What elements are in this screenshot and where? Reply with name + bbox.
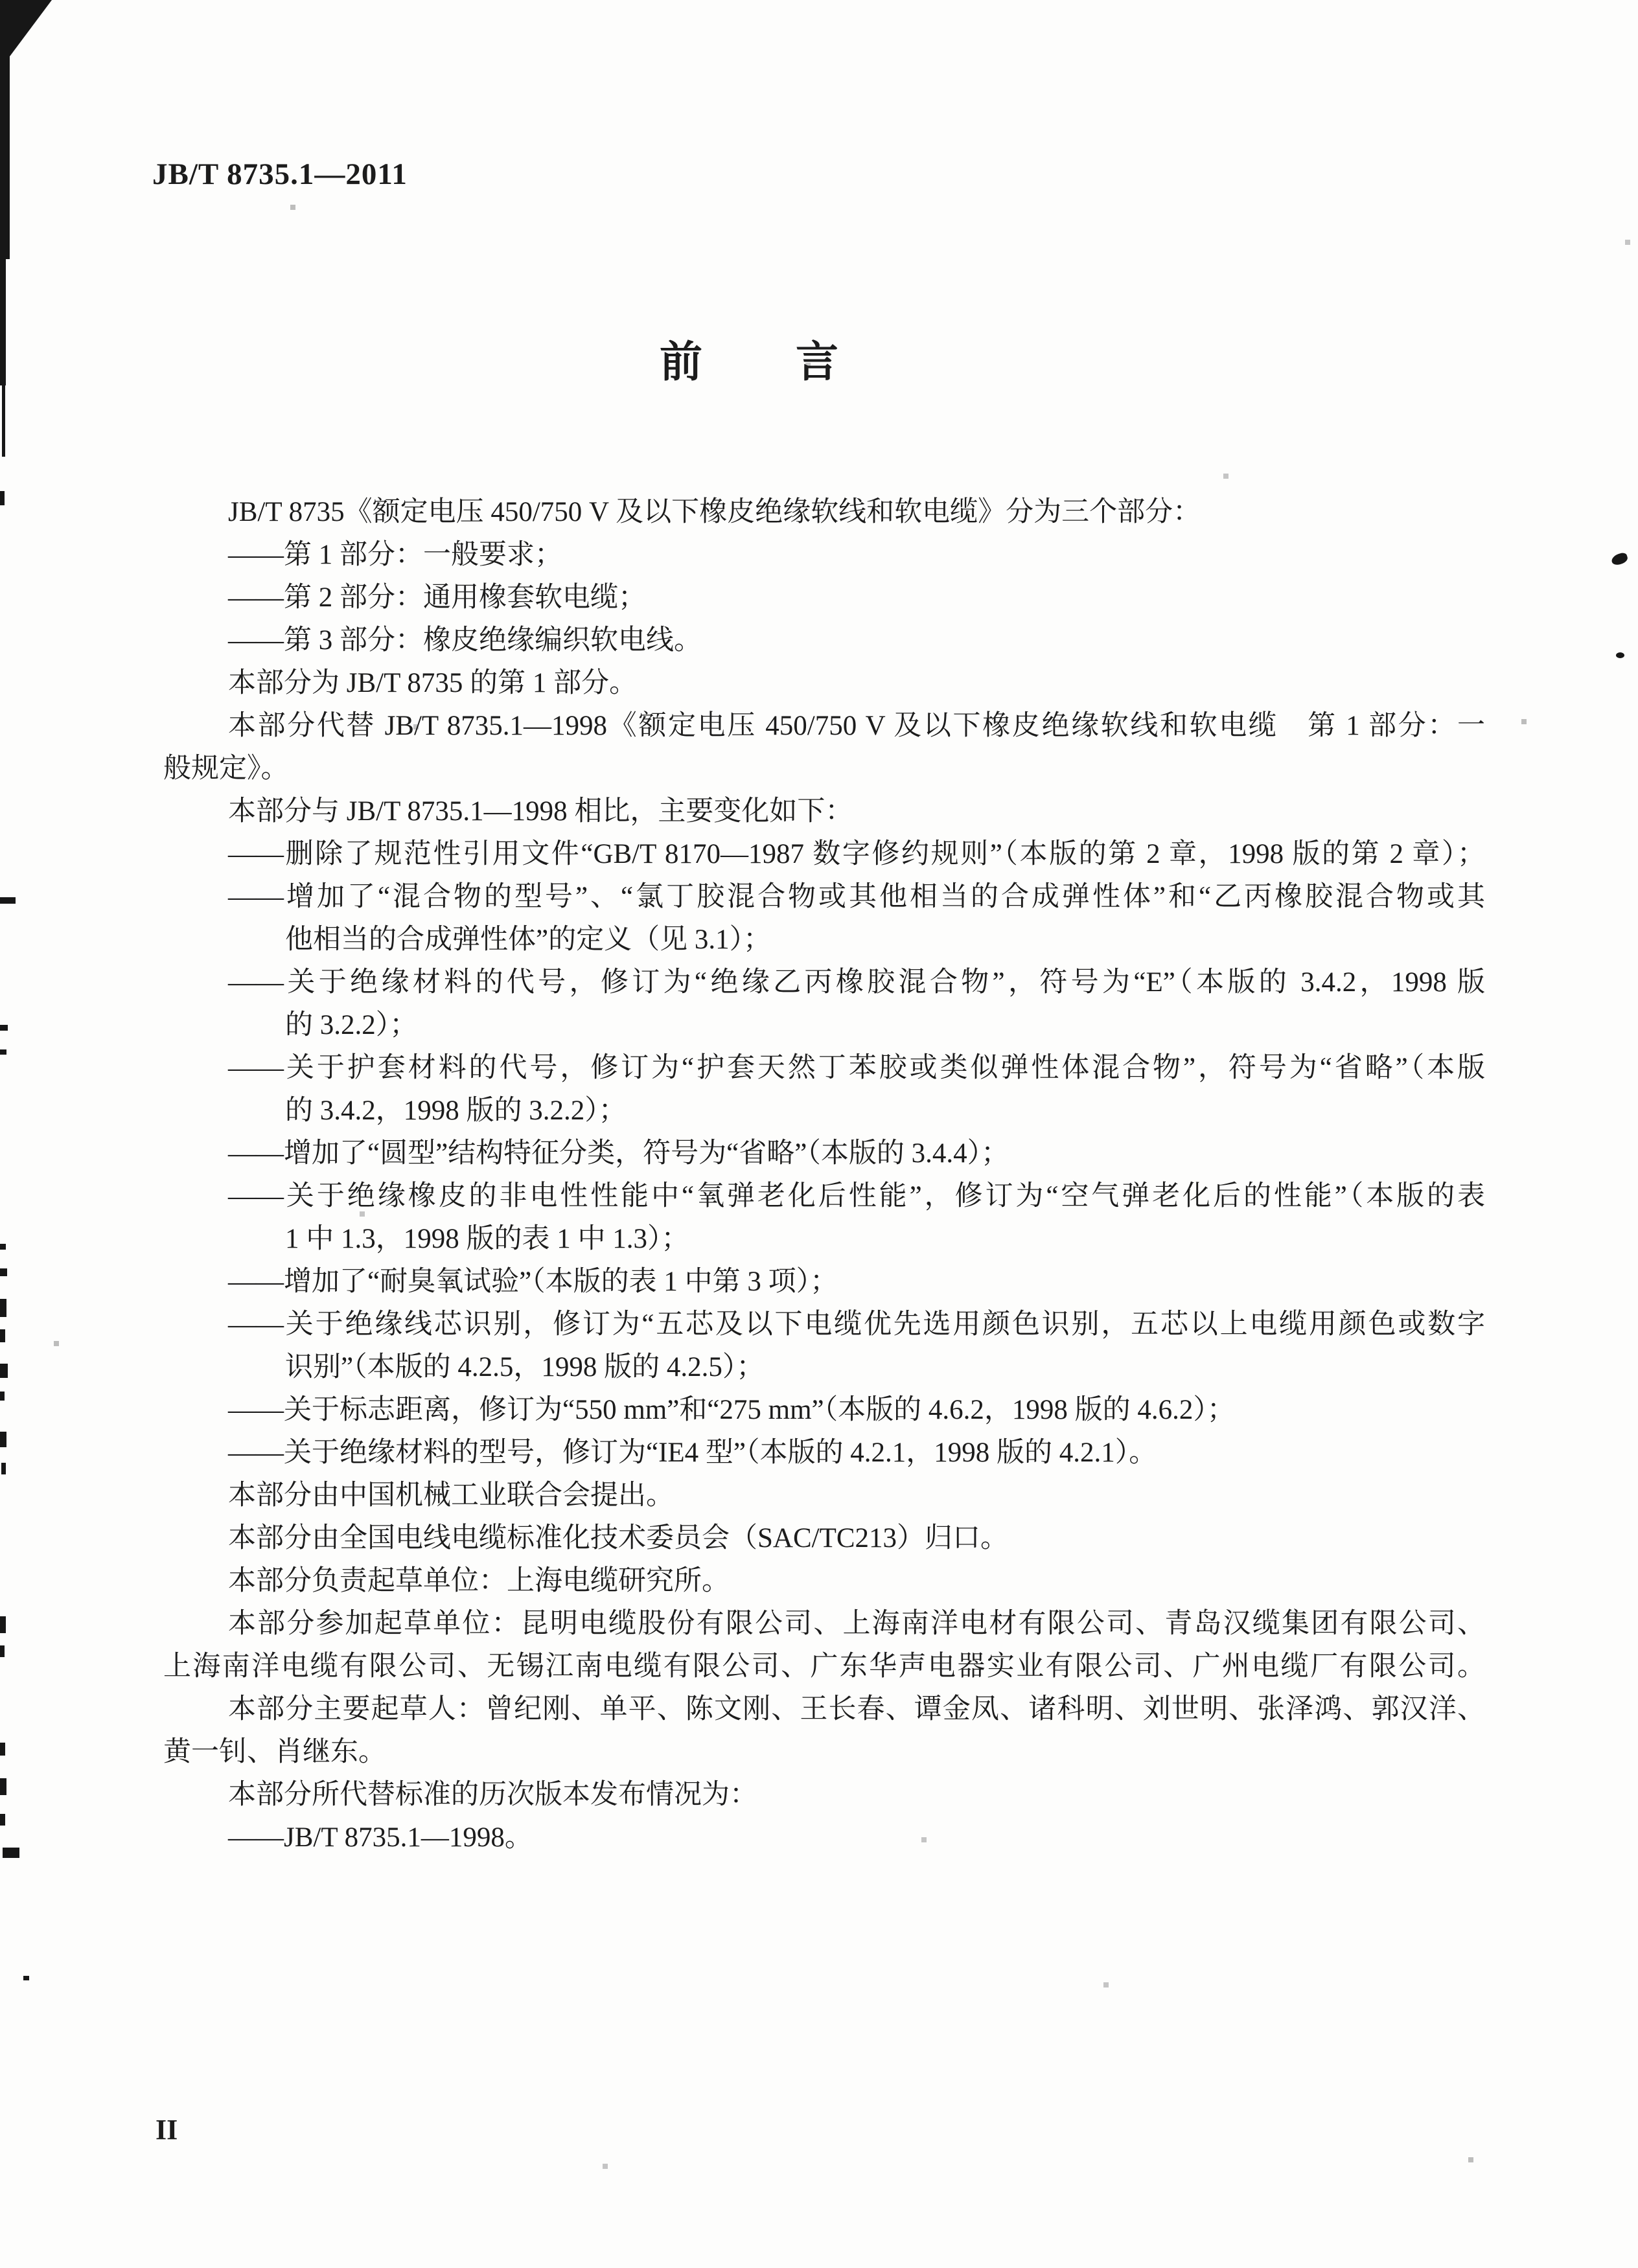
text-line: 本部分代替 JB/T 8735.1—1998《额定电压 450/750 V 及以下橡皮绝缘软线和软电缆 第 1 部分：一 — [228, 711, 1485, 741]
text-line: ——关于绝缘线芯识别，修订为“五芯及以下电缆优先选用颜色识别，五芯以上电缆用颜色或数字 — [228, 1309, 1485, 1340]
text-line: 1 中 1.3，1998 版的表 1 中 1.3）； — [285, 1224, 689, 1254]
text-line: 般规定》。 — [163, 753, 289, 784]
text-line: 的 3.4.2，1998 版的 3.2.2）； — [285, 1095, 627, 1126]
scan-artifact-mark — [0, 1645, 5, 1657]
text-line: ——关于绝缘橡皮的非电性性能中“氧弹老化后性能”，修订为“空气弹老化后的性能”（本版的表 — [228, 1181, 1485, 1211]
text-line: ——第 1 部分：一般要求； — [228, 540, 562, 570]
text-line: 本部分所代替标准的历次版本发布情况为： — [228, 1780, 757, 1810]
page-number: II — [156, 2114, 178, 2146]
text-line: 黄一钊、肖继东。 — [163, 1737, 386, 1767]
text-line: 本部分由全国电线电缆标准化技术委员会（SAC/TC213）归口。 — [228, 1523, 1009, 1553]
text-line: ——第 3 部分：橡皮绝缘编织软电线。 — [228, 625, 702, 656]
text-line: 本部分与 JB/T 8735.1—1998 相比，主要变化如下： — [228, 796, 853, 827]
scan-artifact-mark — [0, 1244, 6, 1250]
text-line: ——关于绝缘材料的型号，修订为“IE4 型”（本版的 4.2.1，1998 版的 4.2.1）。 — [228, 1438, 1157, 1468]
scan-artifact-right-blob — [1610, 552, 1629, 567]
scan-artifact-mark — [1, 1463, 6, 1474]
text-line: ——增加了“混合物的型号”、“氯丁胶混合物或其他相当的合成弹性体”和“乙丙橡胶混合物或其 — [228, 882, 1485, 912]
text-line: ——关于绝缘材料的代号，修订为“绝缘乙丙橡胶混合物”，符号为“E”（本版的 3.4.2，1998 版 — [228, 967, 1485, 998]
scan-artifact-mark — [0, 1025, 8, 1031]
scan-artifact-mark — [0, 491, 5, 505]
text-line: ——JB/T 8735.1—1998。 — [228, 1822, 533, 1853]
scan-artifact-mark — [0, 0, 10, 259]
standard-code: JB/T 8735.1—2011 — [152, 157, 408, 191]
text-line: ——关于标志距离，修订为“550 mm”和“275 mm”（本版的 4.6.2，1998 版的 4.6.2）； — [228, 1395, 1235, 1425]
scan-artifact-mark — [0, 1364, 8, 1378]
text-line: 识别”（本版的 4.2.5，1998 版的 4.2.5）； — [285, 1352, 765, 1382]
foreword-body — [163, 491, 1485, 1859]
text-line: 本部分由中国机械工业联合会提出。 — [228, 1480, 674, 1511]
text-line: 的 3.2.2）； — [285, 1010, 418, 1040]
text-line: ——增加了“圆型”结构特征分类，符号为“省略”（本版的 3.4.4）； — [228, 1138, 1009, 1169]
scan-artifact-mark — [23, 1976, 29, 1980]
scan-artifact-mark — [0, 1432, 6, 1447]
text-line: ——第 2 部分：通用橡套软电缆； — [228, 582, 646, 613]
text-line: 他相当的合成弹性体”的定义（见 3.1）； — [285, 924, 772, 955]
scan-artifact-mark — [0, 1049, 6, 1055]
scan-artifact-mark — [0, 1743, 5, 1756]
scan-artifact-mark — [0, 1268, 7, 1276]
text-line: JB/T 8735《额定电压 450/750 V 及以下橡皮绝缘软线和软电缆》分为三个部分： — [228, 497, 1201, 527]
scan-artifact-mark — [0, 1778, 6, 1795]
scan-artifact-mark — [0, 1616, 6, 1633]
scan-artifact-mark — [3, 1848, 19, 1858]
text-line: ——增加了“耐臭氧试验”（本版的表 1 中第 3 项）； — [228, 1266, 838, 1297]
page-title: 前 言 — [660, 338, 841, 385]
scan-artifact-mark — [0, 1299, 6, 1317]
text-line: 上海南洋电缆有限公司、无锡江南电缆有限公司、广东华声电器实业有限公司、广州电缆厂有限公司。 — [163, 1651, 1485, 1682]
text-line: ——删除了规范性引用文件“GB/T 8170—1987 数字修约规则”（本版的第 2 章，1998 版的第 2 章）； — [228, 839, 1485, 869]
text-line: 本部分负责起草单位：上海电缆研究所。 — [228, 1566, 730, 1596]
scan-artifact-mark — [0, 1814, 5, 1826]
scan-artifact-mark — [2, 382, 5, 457]
scan-artifact-mark — [0, 1329, 5, 1342]
text-line: 本部分主要起草人：曾纪刚、单平、陈文刚、王长春、谭金凤、诸科明、刘世明、张泽鸿、郭汉洋、 — [228, 1694, 1485, 1724]
scan-artifact-mark — [0, 897, 16, 904]
scan-noise-speckles — [0, 0, 3, 3]
text-line: ——关于护套材料的代号，修订为“护套天然丁苯胶或类似弹性体混合物”，符号为“省略”（本版 — [228, 1053, 1485, 1083]
scan-artifact-mark — [0, 1392, 5, 1401]
text-line: 本部分为 JB/T 8735 的第 1 部分。 — [228, 668, 638, 698]
text-line: 本部分参加起草单位：昆明电缆股份有限公司、上海南洋电材有限公司、青岛汉缆集团有限公司、 — [228, 1609, 1485, 1639]
scan-artifact-right-blob — [1616, 652, 1624, 658]
